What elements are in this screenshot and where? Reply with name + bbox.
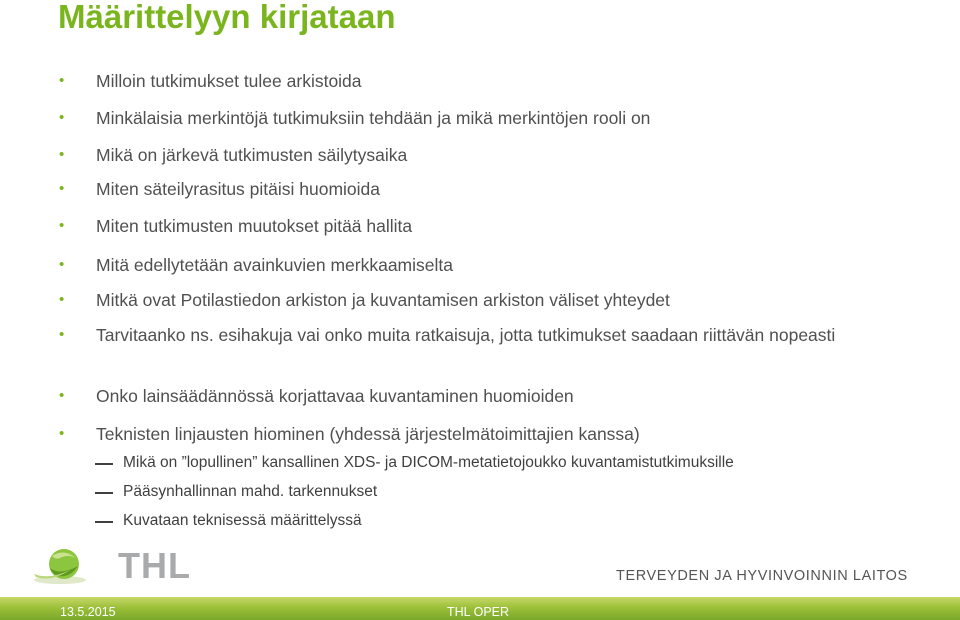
bullet-text: Miten säteilyrasitus pitäisi huomioida (96, 179, 381, 199)
bullet-item (59, 254, 896, 276)
footer-date: 13.5.2015 (60, 605, 116, 619)
bullet-text: Minkälaisia merkintöjä tutkimuksiin tehdään ja mikä merkintöjen rooli on (96, 108, 651, 128)
slide-title: Määrittelyyn kirjataan (58, 0, 396, 35)
sub-bullet-text: Mikä on ”lopullinen” kansallinen XDS- ja DICOM-metatietojoukko kuvantamistutkimuksille (123, 454, 734, 471)
bullet-dot-icon: • (59, 387, 65, 404)
bullet-dot-icon: • (59, 326, 65, 343)
bullet-item (59, 144, 896, 166)
thl-globe-icon (30, 546, 90, 586)
bullet-dot-icon: • (59, 256, 65, 273)
bullet-item (59, 423, 896, 445)
bullet-text: Miten tutkimusten muutokset pitää hallita (96, 216, 413, 236)
bullet-text: Teknisten linjausten hiominen (yhdessä järjestelmätoimittajien kanssa) (96, 424, 640, 444)
sub-bullet-item (123, 482, 923, 502)
bullet-dot-icon: • (59, 180, 65, 197)
sub-bullet-text: Pääsynhallinnan mahd. tarkennukset (123, 483, 378, 500)
footer-org: THL OPER (447, 605, 510, 619)
sub-bullet-item (123, 511, 923, 531)
bullet-item (59, 70, 896, 92)
bullet-dot-icon: • (59, 425, 65, 442)
bullet-text: Mitä edellytetään avainkuvien merkkaamiselta (96, 255, 453, 275)
bullet-item (59, 178, 896, 200)
bullet-item (59, 324, 841, 346)
bullet-text: Milloin tutkimukset tulee arkistoida (96, 71, 362, 91)
bullet-dot-icon: • (59, 291, 65, 308)
bullet-dot-icon: • (59, 109, 65, 126)
bullet-text: Onko lainsäädännössä korjattavaa kuvantaminen huomioiden (96, 386, 574, 406)
bullet-text: Mikä on järkevä tutkimusten säilytysaika (96, 145, 408, 165)
logo-text: THL (118, 545, 191, 586)
sub-bullet-text: Kuvataan teknisessä määrittelyssä (123, 512, 362, 529)
sub-bullet-item (123, 453, 923, 473)
bullet-text: Mitkä ovat Potilastiedon arkiston ja kuvantamisen arkiston väliset yhteydet (96, 290, 670, 310)
bullet-dot-icon: • (59, 72, 65, 89)
footer-bar (0, 597, 960, 620)
dash-icon (95, 521, 113, 523)
bullet-item (59, 107, 896, 129)
organization-name: TERVEYDEN JA HYVINVOINNIN LAITOS (616, 568, 908, 584)
thl-logo (30, 545, 191, 586)
bullet-item (59, 385, 896, 407)
bullet-item (59, 289, 896, 311)
bullet-dot-icon: • (59, 146, 65, 163)
bullet-dot-icon: • (59, 217, 65, 234)
bullet-text: Tarvitaanko ns. esihakuja vai onko muita ratkaisuja, jotta tutkimukset saadaan riittävän nopeasti (96, 325, 836, 345)
dash-icon (95, 492, 113, 494)
dash-icon (95, 463, 113, 465)
bullet-item (59, 215, 896, 237)
